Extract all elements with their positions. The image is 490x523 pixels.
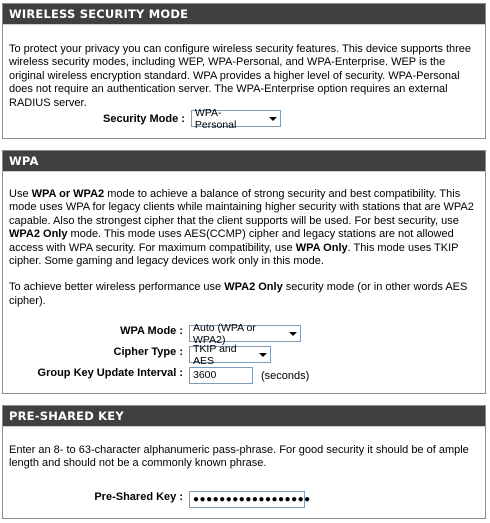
chevron-down-icon <box>269 117 277 121</box>
wpa-description: Use WPA or WPA2 mode to achieve a balance of strong security and best compatibility. This mode uses WPA for legacy clients while maintaining higher security with stations that are WPA2 capable. Also the strongest cipher that the client supports will be used. For best security, use WPA2 Only mode. This mode uses AES(CCMP) cipher and legacy stations are not allowed access with WPA security. For maximum compatibility, use WPA Only. This mode uses TKIP cipher. Some gaming and legacy devices work only in this mode. <box>9 188 474 268</box>
pre-shared-key-title: PRE-SHARED KEY <box>3 406 485 427</box>
pre-shared-key-description: Enter an 8- to 63-character alphanumeric pass-phrase. For good security it should be of ample length and should not be a commonly known phrase. <box>9 444 469 470</box>
wpa-performance-note: To achieve better wireless performance use WPA2 Only security mode (or in other words AES cipher). <box>9 281 468 307</box>
wpa-mode-label-cell <box>3 325 183 337</box>
chevron-down-icon <box>289 332 297 336</box>
pre-shared-key-label: Pre-Shared Key : <box>94 491 183 503</box>
security-mode-select[interactable] <box>191 106 281 131</box>
chevron-down-icon <box>259 353 267 357</box>
group-key-interval-unit: (seconds) <box>261 369 310 382</box>
wireless-security-panel <box>2 3 486 139</box>
wireless-security-description: To protect your privacy you can configure wireless security features. This device supports three wireless security modes, including WEP, WPA-Personal, and WPA-Enterprise. WEP is the original wireless encryption standard. WPA provides a higher level of security. WPA-Personal does not require an authentication server. The WPA-Enterprise option requires an external RADIUS server. <box>9 43 472 109</box>
security-mode-row <box>103 106 281 131</box>
wpa-mode-label: WPA Mode : <box>120 325 183 337</box>
cipher-type-label: Cipher Type : <box>113 346 183 358</box>
security-mode-value: WPA-Personal <box>194 106 237 131</box>
pre-shared-key-input[interactable]: ●●●●●●●●●●●●●●●●●● <box>189 491 305 508</box>
cipher-type-label-cell <box>3 346 183 358</box>
cipher-type-select[interactable] <box>189 342 271 367</box>
group-key-interval-label: Group Key Update Interval : <box>37 367 183 379</box>
wpa-panel <box>2 150 486 394</box>
wpa-title: WPA <box>3 151 485 172</box>
wpa-mode-select[interactable] <box>189 321 301 346</box>
security-mode-label: Security Mode : <box>103 112 185 125</box>
cipher-type-value: TKIP and AES <box>193 342 237 367</box>
group-key-interval-input[interactable]: 3600 <box>189 367 253 384</box>
pre-shared-key-label-cell <box>3 491 183 503</box>
pre-shared-key-panel <box>2 405 486 519</box>
group-key-label-cell <box>3 367 183 379</box>
wpa-mode-value: Auto (WPA or WPA2) <box>193 321 256 346</box>
wireless-security-title: WIRELESS SECURITY MODE <box>3 4 485 25</box>
